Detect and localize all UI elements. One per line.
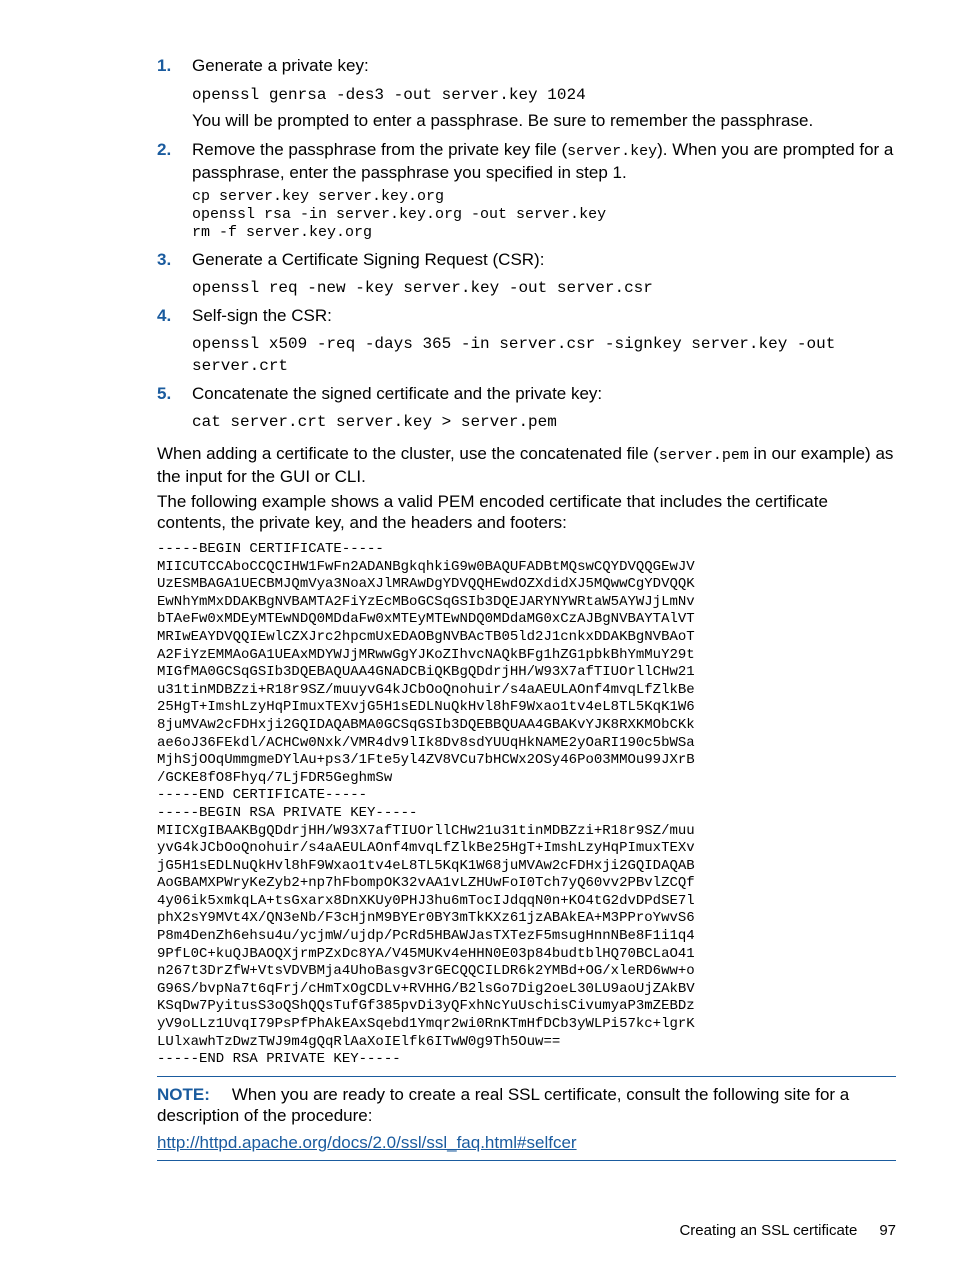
step-text: Self-sign the CSR: [192,306,332,325]
pem-certificate-example: -----BEGIN CERTIFICATE----- MIICUTCCAboCCQCIHW1FwFn2ADANBgkqhkiG9w0BAQUFADBtMQswCQYDVQQGEwJV UzESMBAGA1UECBMJQmVya3NoaXJlMRAwDgYDVQQHEwdOZXdidXJ5MQwwCgYDVQQK EwNhYmMxDDAKBgNVBAMTA2FiYzEcMBoGCSqGSIb3DQEJARYNYWRtaW5AYWJjLmNv bTAeFw0xMDEyMTEwNDQ0MDdaFw0xMTEyMTEwNDQ0MDdaMG0xCzAJBgNVBAYTAlVT MRIwEAYDVQQIEwlCZXJrc2hpcmUxEDAOBgNVBAcTB05ld2J1cnkxDDAKBgNVBAoT A2FiYzEMMAoGA1UEAxMDYWJjMRwwGgYJKoZIhvcNAQkBFg1hZG1pbkBhYmMuY29t MIGfMA0GCSqGSIb3DQEBAQUAA4GNADCBiQKBgQDdrjHH/W93X7afTIUOrllCHw21 u31tinMDBZzi+R18r9SZ/muuyvG4kJCbOoQnohuir/s4aAEULAOnf4mvqLfZlkBe 25HgT+ImshLzyHqPImuxTEXvjG5H1sEDLNuQkHvl8hF9Wxao1tv4eL8TL5KqK1W6 8juMVAw2cFDHxji2GQIDAQABMA0GCSqGSIb3DQEBBQUAA4GBAKvYJK8RXKMObCKk ae6oJ36FEkdl/ACHCw0Nxk/VMR4dv9lIk8Dv8sdYUUqHkNAME2yOaRI190c5bWSa MjhSjOOqUmmgmeDYlAu+ps3/1Fte5yl4ZV8VCu7bHCWx2OSy46Po03MMOu99JXrB /GCKE8fO8Fhyq/7LjFDR5GeghmSw -----END CERTIFICATE----- -----BEGIN RSA PRIVATE KEY----- MIICXgIBAAKBgQDdrjHH/W93X7afTIUOrllCHw21u31tinMDBZzi+R18r9SZ/muu yvG4kJCbOoQnohuir/s4aAEULAOnf4mvqLfZlkBe25HgT+ImshLzyHqPImuxTEXv jG5H1sEDLNuQkHvl8hF9Wxao1tv4eL8TL5KqK1W68juMVAw2cFDHxji2GQIDAQAB AoGBAMXPWryKeZyb2+np7hFbompOK32vAA1vLZHUwFoI0Tch7yQ60vv2PBvlZCQf 4y06ik5xmkqLA+tsGxarx8DnXKUy0PHJ3hu6mTocIJdqqN0n+KO4tG2dvDPdSE7l phX2sY9MVt4X/QN3eNb/F3cHjnM9BYEr0BY3mTkKXz61jzABAkEA+M3PProYwvS6 P8m4DenZh6ehsu4u/ycjmW/ujdp/PcRd5HBAWJasTXTezF5msugHnnNBe8F1i1q4 9PfL0C+kuQJBAOQXjrmPZxDc8YA/V45MUKv4eHHN0E03p84budtblHQ70BCLaO41 n267t3DrZfW+VtsVDVBMja4UhoBasgv3rGECQQCILDR6k2YMBd+OG/xleRD6ww+o G96S/bvpNa7t6qFrj/cHmTxOgCDLv+RVHHG/B2lsGo7Dig2oeL30LU9aoUjZAkBV KSqDw7PyitusS3oQShQQsTufGf385pvDi3yQFxhNcYuUschisCivumyaP3mZEBDz yV9oLLz1UvqI79PsPfPhAkEAxSqebd1Ymqr2wi0RnKTmHfDCb3yWLPi57kc+lgrK LUlxawhTzDwzTWJ9m4gQqRlAaXoIElfk6ITwW0g9Th5Ouw== -----END RSA PRIVATE KEY----- [157,541,695,1068]
step-number: 4. [157,306,172,325]
inline-code: server.pem [658,447,749,464]
step2-code: cp server.key server.key.org openssl rsa -in server.key.org -out server.key rm -f server.key.org [192,188,607,241]
note-top-rule [157,1076,896,1077]
step-number: 1. [157,56,172,75]
inline-code: server.key [567,143,658,160]
step1-note: You will be prompted to enter a passphrase. Be sure to remember the passphrase. [192,111,814,130]
concatenated-file-paragraph: When adding a certificate to the cluster, use the concatenated file (server.pem in our example) as the input for the GUI or CLI. [157,444,894,486]
step4-code: openssl x509 -req -days 365 -in server.csr -signkey server.key -out server.crt [192,335,836,375]
step-number: 3. [157,250,172,269]
page-footer [679,1222,896,1239]
step-text: Generate a private key: [192,56,369,75]
step-number: 2. [157,140,172,159]
step-text: Remove the passphrase from the private key file (server.key). When you are prompted for a passphrase, enter the passphrase you specified in step 1. [192,140,894,182]
note-label: NOTE: [157,1085,210,1104]
note-bottom-rule [157,1160,896,1161]
ssl-faq-link[interactable]: http://httpd.apache.org/docs/2.0/ssl/ssl_faq.html#selfcer [157,1133,577,1152]
step-text: Concatenate the signed certificate and the private key: [192,384,603,403]
step1-code: openssl genrsa -des3 -out server.key 1024 [192,86,586,104]
note-link-row [157,1132,897,1153]
step-number: 5. [157,384,172,403]
step3-code: openssl req -new -key server.key -out server.csr [192,279,653,297]
note-text: NOTE: When you are ready to create a real SSL certificate, consult the following site for a description of the procedure: [157,1085,850,1125]
pem-intro-paragraph: The following example shows a valid PEM encoded certificate that includes the certificate contents, the private key, and the headers and footers: [157,492,828,532]
footer-section-title: Creating an SSL certificate [679,1222,858,1239]
step-text: Generate a Certificate Signing Request (CSR): [192,250,545,269]
step5-code: cat server.crt server.key > server.pem [192,413,557,431]
page-number: 97 [879,1222,896,1239]
